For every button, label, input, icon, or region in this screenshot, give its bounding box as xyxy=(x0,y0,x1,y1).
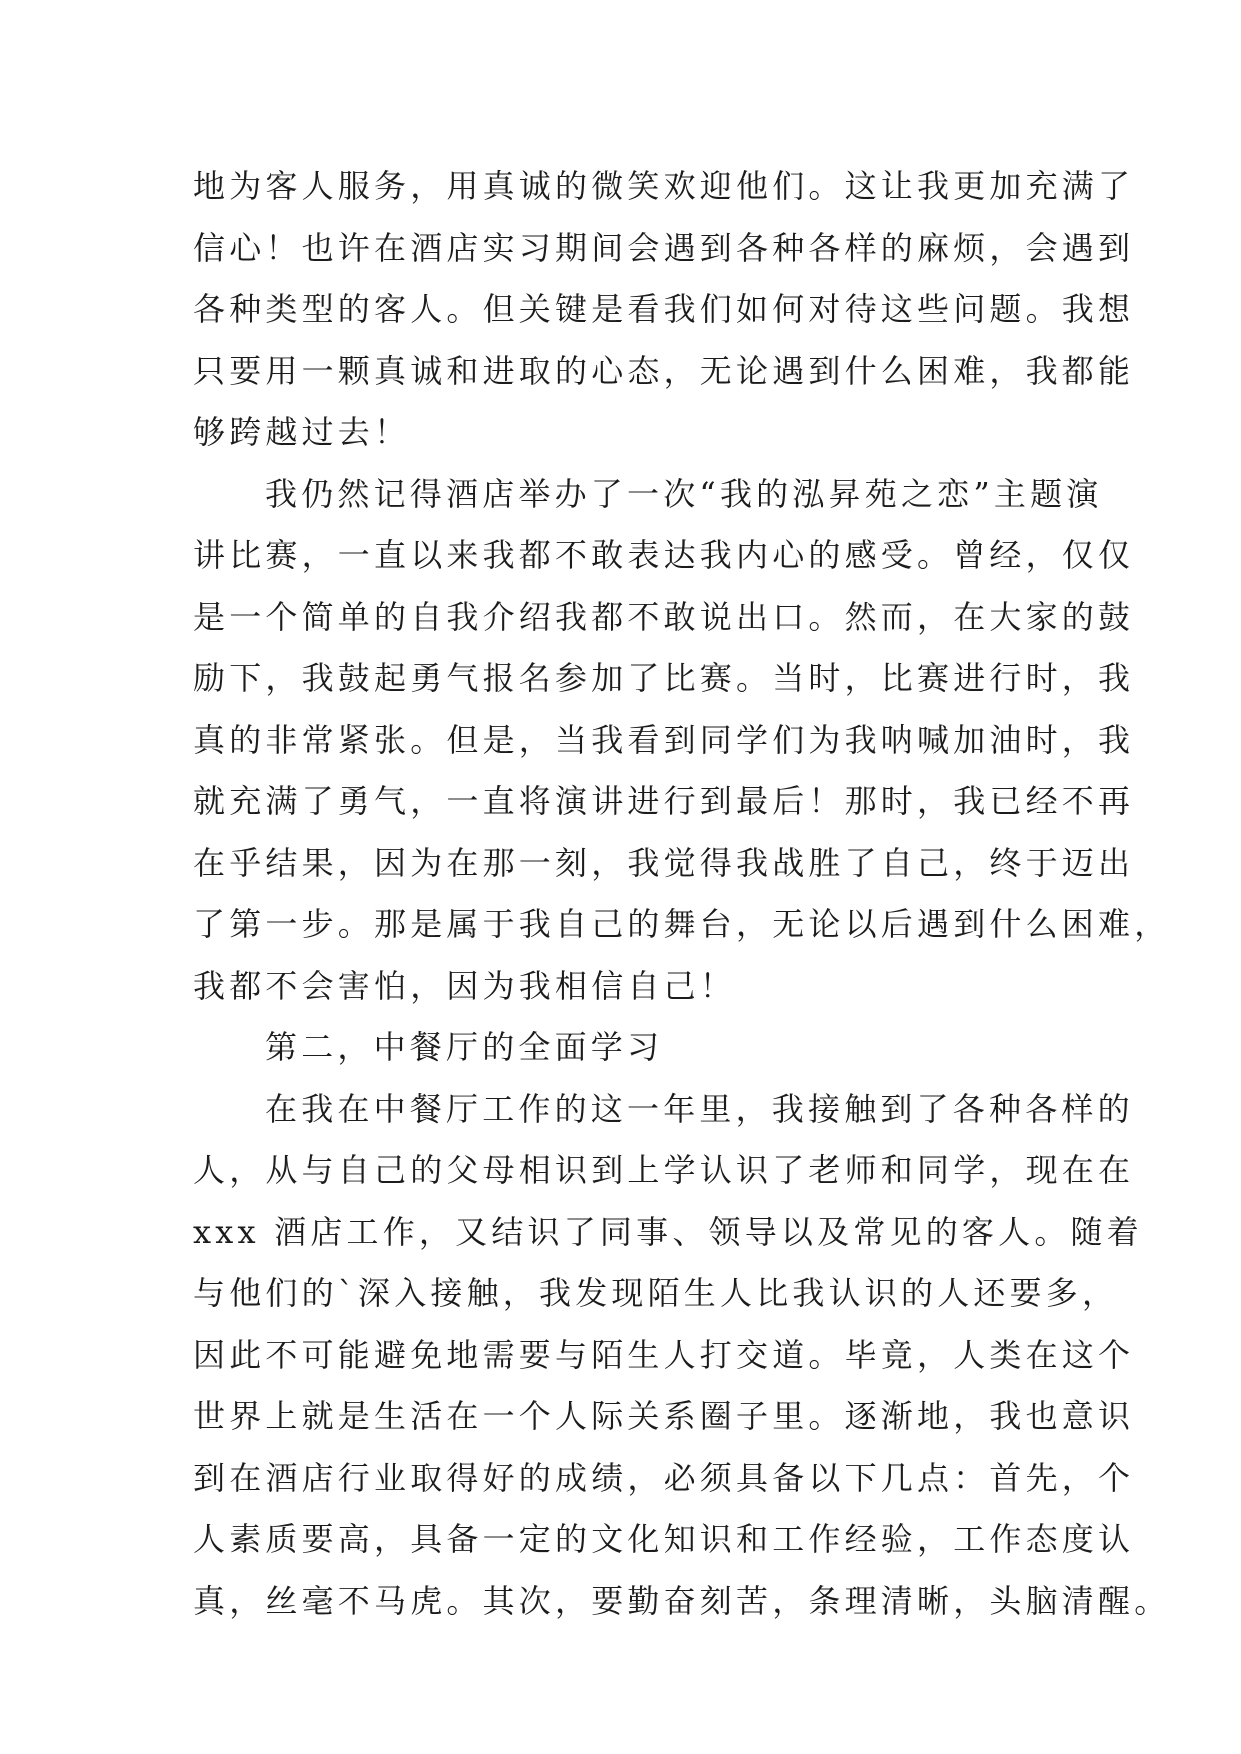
text-line: 人，从与自己的父母相识到上学认识了老师和同学，现在在 xyxy=(193,1151,1135,1189)
text-line: 世界上就是生活在一个人际关系圈子里。逐渐地，我也意识 xyxy=(193,1397,1135,1435)
text-line: 在乎结果，因为在那一刻，我觉得我战胜了自己，终于迈出 xyxy=(193,843,1135,882)
text-line: 我都不会害怕，因为我相信自己！ xyxy=(193,966,737,1005)
text-line: xxx 酒店工作，又结识了同事、领导以及常见的客人。随着 xyxy=(193,1212,1143,1251)
text-line: 我仍然记得酒店举办了一次“我的泓昇苑之恋”主题演 xyxy=(265,474,1103,513)
text-line: 到在酒店行业取得好的成绩，必须具备以下几点：首先，个 xyxy=(193,1458,1135,1497)
text-line: 了第一步。那是属于我自己的舞台，无论以后遇到什么困难， xyxy=(193,905,1171,943)
text-line: 地为客人服务，用真诚的微笑欢迎他们。这让我更加充满了 xyxy=(193,167,1135,205)
text-line: 人素质要高，具备一定的文化知识和工作经验，工作态度认 xyxy=(193,1520,1135,1558)
body-text xyxy=(193,156,1171,1632)
text-line: 讲比赛，一直以来我都不敢表达我内心的感受。曾经，仅仅 xyxy=(193,536,1135,574)
text-line: 是一个简单的自我介绍我都不敢说出口。然而，在大家的鼓 xyxy=(193,597,1135,636)
text-line: 第二，中餐厅的全面学习 xyxy=(265,1028,664,1066)
text-line: 真的非常紧张。但是，当我看到同学们为我呐喊加油时，我 xyxy=(193,720,1135,759)
text-line: 各种类型的客人。但关键是看我们如何对待这些问题。我想 xyxy=(193,290,1135,328)
text-line: 与他们的`深入接触，我发现陌生人比我认识的人还要多， xyxy=(193,1274,1119,1312)
text-line: 只要用一颗真诚和进取的心态，无论遇到什么困难，我都能 xyxy=(193,351,1135,390)
text-line: 因此不可能避免地需要与陌生人打交道。毕竟，人类在这个 xyxy=(193,1335,1135,1374)
text-line: 励下，我鼓起勇气报名参加了比赛。当时，比赛进行时，我 xyxy=(193,659,1135,697)
text-line: 真，丝毫不马虎。其次，要勤奋刻苦，条理清晰，头脑清醒。 xyxy=(193,1581,1171,1620)
text-line: 信心！也许在酒店实习期间会遇到各种各样的麻烦，会遇到 xyxy=(193,228,1135,267)
text-line: 在我在中餐厅工作的这一年里，我接触到了各种各样的 xyxy=(265,1089,1134,1128)
text-line: 就充满了勇气，一直将演讲进行到最后！那时，我已经不再 xyxy=(193,782,1135,820)
text-line: 够跨越过去！ xyxy=(193,413,411,451)
